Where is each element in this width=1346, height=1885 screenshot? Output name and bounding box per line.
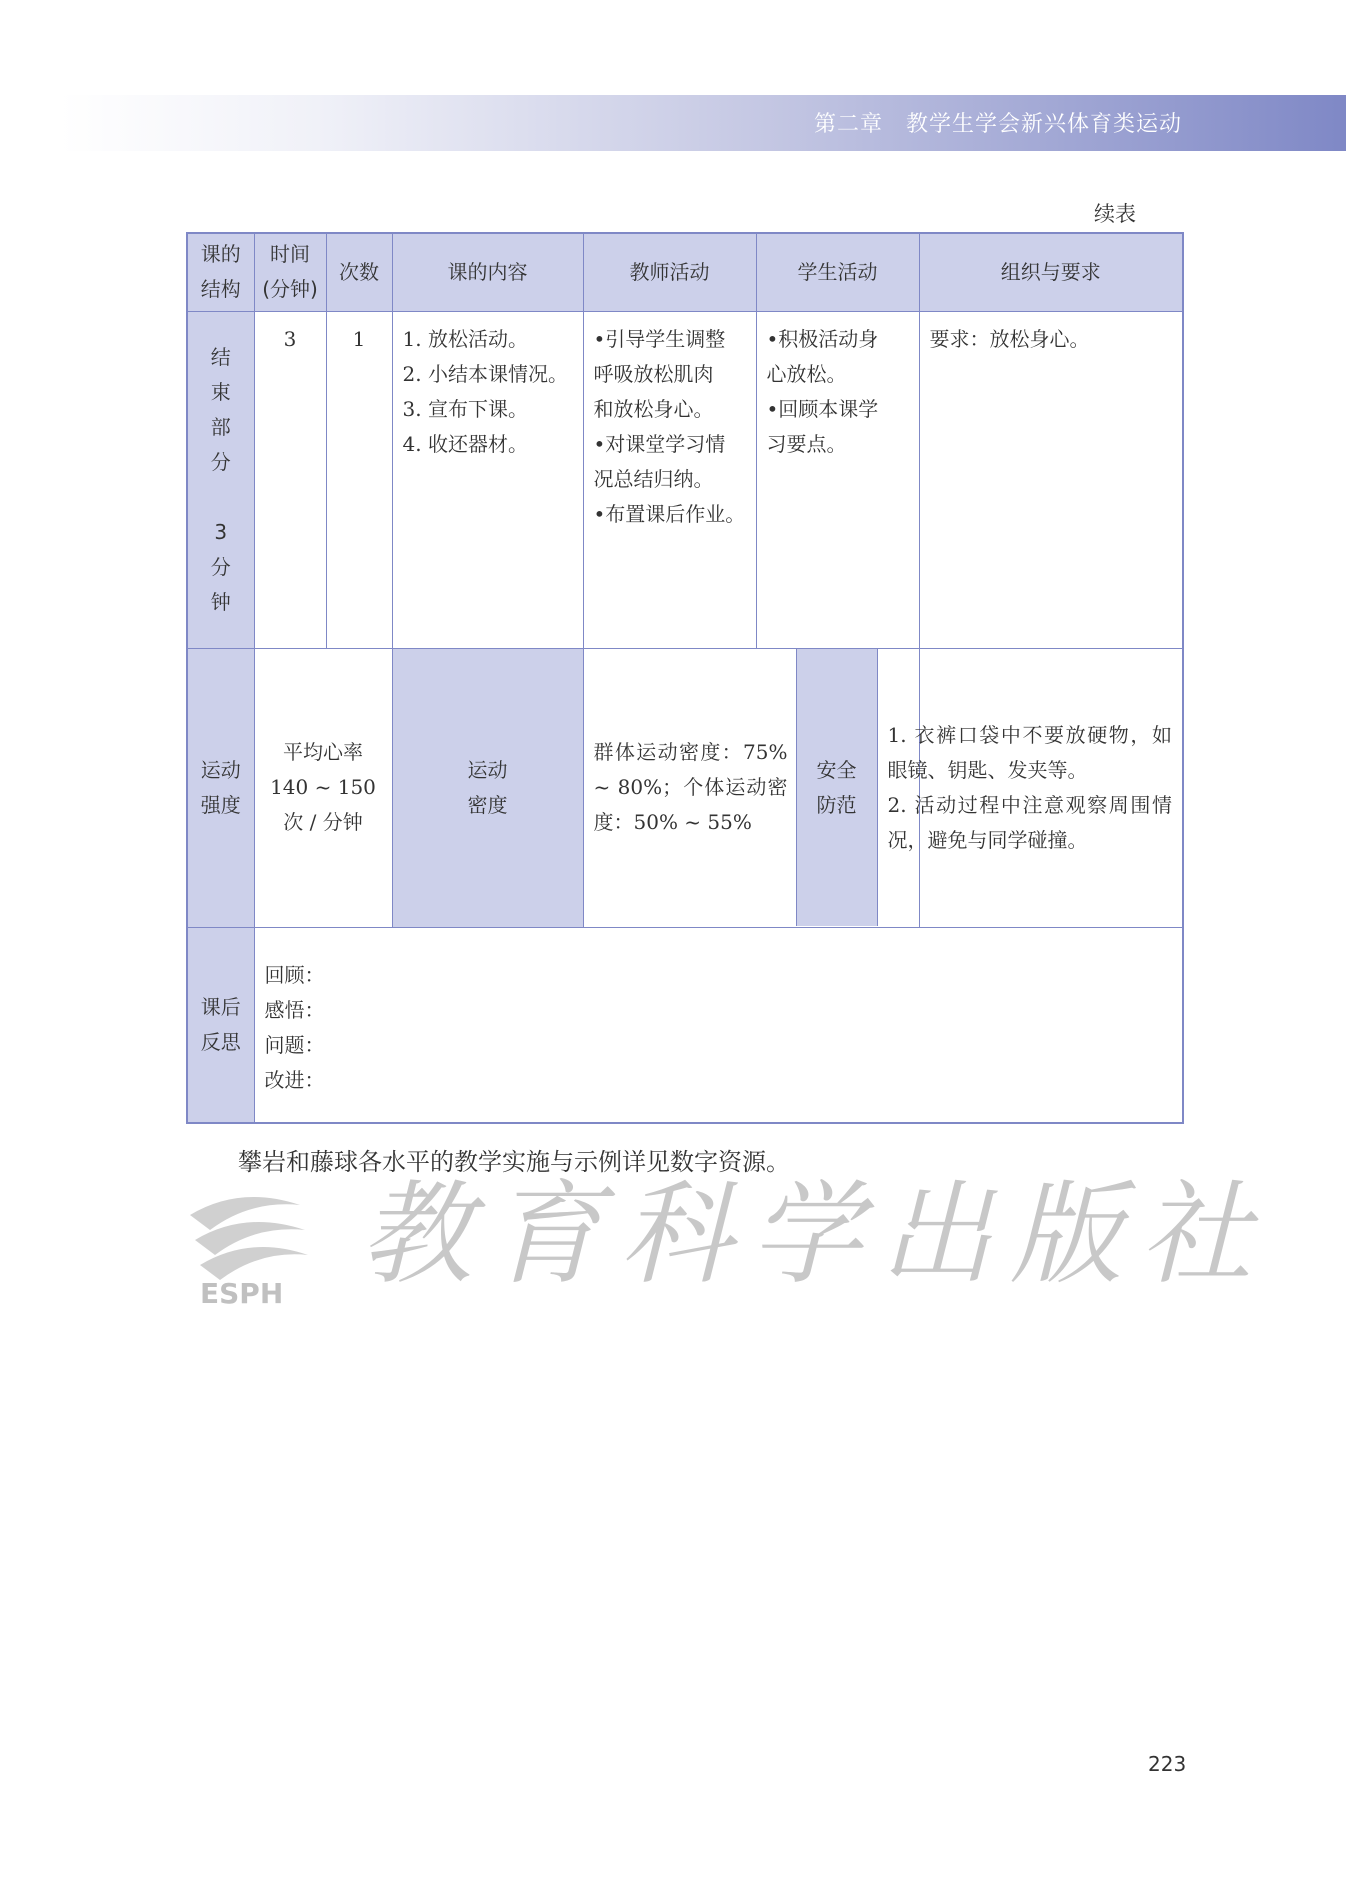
header-content: 课的内容 xyxy=(392,233,583,311)
header-time: 时间 (分钟) xyxy=(254,233,326,311)
intensity-value: 平均心率 140 ~ 150 次 / 分钟 xyxy=(254,648,392,927)
chapter-title: 第二章 教学生学会新兴体育类运动 xyxy=(813,112,1182,137)
list-item: 改进： xyxy=(264,1067,325,1092)
list-item: 2. 小结本课情况。 xyxy=(402,361,568,386)
table-header-row xyxy=(187,233,1183,311)
ending-time: 3 xyxy=(254,311,326,648)
safety-value: 1. 衣裤口袋中不要放硬物，如眼镜、钥匙、发夹等。 2. 活动过程中注意观察周围情况，避免与同学碰撞。 xyxy=(919,648,1183,927)
list-item: 1. 放松活动。 xyxy=(402,326,528,351)
publisher-logo-text: ESPH xyxy=(200,1277,284,1310)
chapter-header-band xyxy=(60,95,1346,151)
intensity-row xyxy=(187,648,1183,927)
page-number: 223 xyxy=(1148,1752,1187,1776)
intensity-label: 运动 强度 xyxy=(187,648,254,927)
reflection-row xyxy=(187,927,1183,1123)
ending-organization: 要求：放松身心。 xyxy=(919,311,1183,648)
header-organization: 组织与要求 xyxy=(919,233,1183,311)
digital-resource-note: 攀岩和藤球各水平的教学实施与示例详见数字资源。 xyxy=(238,1148,790,1176)
list-item: 问题： xyxy=(264,1032,325,1057)
reflection-content xyxy=(254,927,1183,1123)
density-label: 运动 密度 xyxy=(392,648,583,927)
publisher-watermark-text: 教育科学出版社 xyxy=(360,1170,1270,1300)
list-item: 4. 收还器材。 xyxy=(402,431,528,456)
header-count: 次数 xyxy=(326,233,392,311)
ending-part-row xyxy=(187,311,1183,648)
list-item: 感悟： xyxy=(264,997,325,1022)
ending-content xyxy=(392,311,583,648)
ending-part-label: 结 束 部 分 3 分 钟 xyxy=(187,311,254,648)
list-item: 3. 宣布下课。 xyxy=(402,396,528,421)
reflection-label: 课后 反思 xyxy=(187,927,254,1123)
ending-teacher-activity: •引导学生调整 呼吸放松肌肉 和放松身心。 •对课堂学习情 况总结归纳。 •布置课后作业。 xyxy=(583,311,756,648)
lesson-plan-table xyxy=(186,232,1184,1124)
header-teacher-activity: 教师活动 xyxy=(583,233,756,311)
list-item: 回顾： xyxy=(264,962,325,987)
header-structure: 课的 结构 xyxy=(187,233,254,311)
continued-label: 续表 xyxy=(1094,202,1136,226)
ending-student-activity: •积极活动身 心放松。 •回顾本课学 习要点。 xyxy=(756,311,919,648)
density-cell xyxy=(583,648,919,927)
safety-label: 安全 防范 xyxy=(796,649,878,926)
ending-count: 1 xyxy=(326,311,392,648)
header-student-activity: 学生活动 xyxy=(756,233,919,311)
publisher-watermark xyxy=(180,1165,1270,1325)
density-value: 群体运动密度：75% ~ 80%；个体运动密度：50% ~ 55% xyxy=(593,740,788,834)
